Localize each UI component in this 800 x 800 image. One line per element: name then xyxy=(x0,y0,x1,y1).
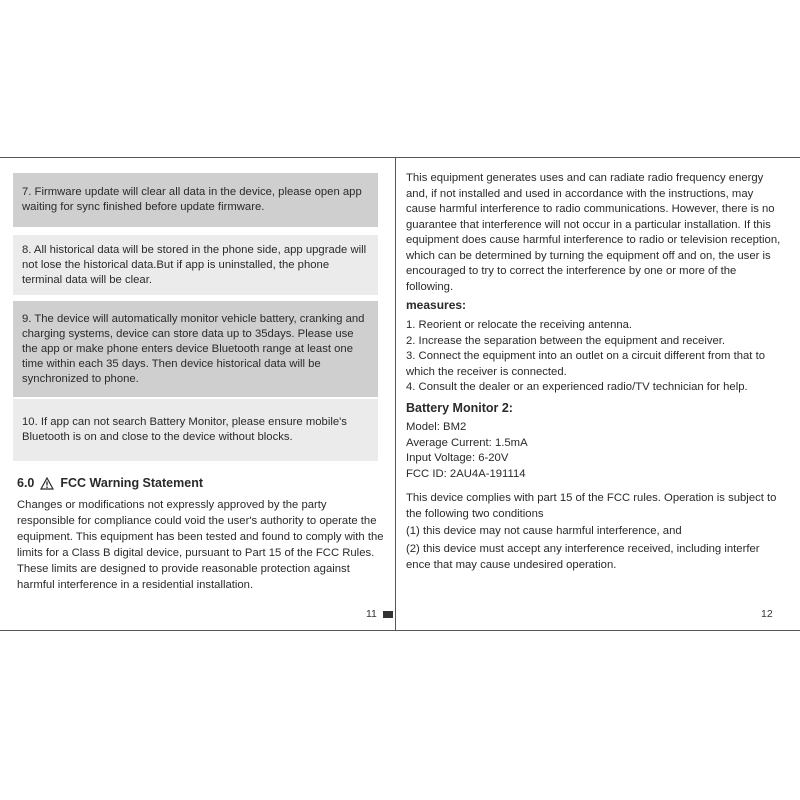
compliance-text xyxy=(406,491,786,540)
warning-triangle-icon xyxy=(40,477,54,490)
measure-item: 2. Increase the separation between the equipment and receiver. xyxy=(406,334,726,347)
spec-voltage: Input Voltage: 6-20V xyxy=(406,452,509,464)
measures-list xyxy=(406,318,786,396)
note-8-text: 8. All historical data will be stored in the phone side, app upgrade will not lose the historical data.But if app is uninstalled, the phone terminal data will be clear. xyxy=(22,243,367,286)
left-page xyxy=(0,158,395,630)
fcc-section-number: 6.0 xyxy=(17,476,35,490)
spec-model: Model: BM2 xyxy=(406,421,467,433)
measure-item: 4. Consult the dealer or an experienced radio/TV technician for help. xyxy=(406,381,748,393)
page-number-right: 12 xyxy=(761,608,773,620)
right-page xyxy=(396,158,800,630)
compliance-statement: This device complies with part 15 of the FCC rules. Operation is subject to the following two conditions xyxy=(406,492,777,520)
measures-title: measures: xyxy=(406,298,467,312)
battery-monitor-title: Battery Monitor 2: xyxy=(406,401,513,415)
spec-current: Average Current: 1.5mA xyxy=(406,436,528,449)
note-8 xyxy=(13,235,378,295)
measure-item: 3. Connect the equipment into an outlet on a circuit different from that to which the receiver is connected. xyxy=(406,350,765,378)
fcc-body: Changes or modifications not expressly approved by the party responsible for compliance could void the user's authority to operate the equipment. This equipment has been tested and found to comply with the limits for a Class B digital device, pursuant to Part 15 of the FCC Rules. These limits are designed to provide reasonable protection against harmful interference in a residential installation. xyxy=(17,499,384,591)
spec-fcc-id: FCC ID: 2AU4A-191114 xyxy=(406,467,526,480)
page-number-left-text: 11 xyxy=(366,608,377,620)
bottom-rule xyxy=(0,630,800,631)
note-7 xyxy=(13,173,378,227)
note-10-text: 10. If app can not search Battery Monitor, please ensure mobile's Bluetooth is on and close to the device without blocks. xyxy=(22,416,347,443)
battery-monitor-specs xyxy=(406,420,786,482)
fcc-title: FCC Warning Statement xyxy=(60,476,203,490)
note-9 xyxy=(13,301,378,397)
fcc-heading xyxy=(17,476,203,490)
note-9-text: 9. The device will automatically monitor vehicle battery, cranking and charging systems, device can store data up to 35days. Please use the app or make phone enters device Bluetooth range at least one time within each 35 days. Then device historical data will be synchronized to phone. xyxy=(22,312,365,385)
condition-1: (1) this device may not cause harmful interference, and xyxy=(406,525,682,537)
condition-2: (2) this device must accept any interference received, including interfer ence that may cause undesired operation. xyxy=(406,543,760,571)
page-marker-icon xyxy=(383,611,393,618)
page-number-left xyxy=(366,608,393,620)
note-10 xyxy=(13,399,378,461)
measure-item: 1. Reorient or relocate the receiving antenna. xyxy=(406,319,633,331)
interference-intro: This equipment generates uses and can radiate radio frequency energy and, if not installed and used in accordance with the instructions, may cause harmful interference to radio communications. However, there is no guarantee that interference will not occur in a particular installation. If this equipment does cause harmful interference to radio or television reception, which can be determined by turning the equipment off and on, the user is encouraged to try to correct the interference by one or more of the following. xyxy=(406,172,781,293)
note-7-text: 7. Firmware update will clear all data in the device, please open app waiting for sync finished before update firmware. xyxy=(22,186,362,213)
